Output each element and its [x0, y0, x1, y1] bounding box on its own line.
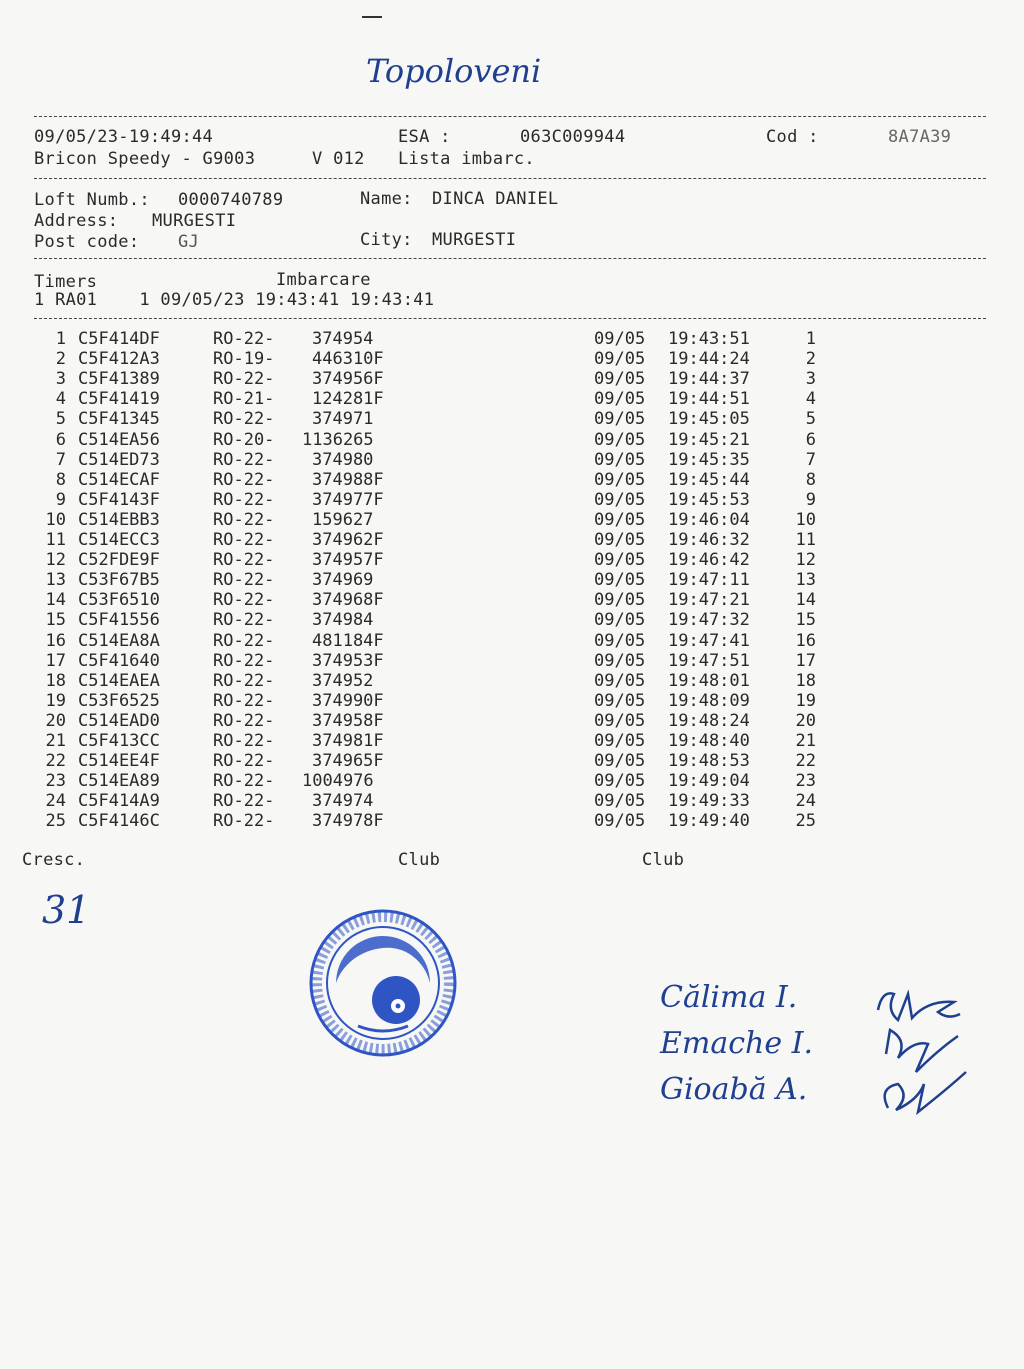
- cell-date: 09/05: [594, 751, 646, 772]
- cell-no: 21: [45, 731, 66, 751]
- cell-ring: 374971: [312, 409, 374, 430]
- cell-time: 19:47:11: [668, 570, 750, 591]
- cell-ring: 374981F: [312, 731, 384, 751]
- cell-ring: 374977F: [312, 489, 384, 510]
- loft-numb-label: Loft Numb.:: [34, 190, 150, 210]
- cell-time: 19:47:32: [668, 610, 750, 631]
- cell-order: 21: [795, 731, 816, 751]
- cell-chip: C5F414DF: [78, 329, 160, 349]
- handwritten-title: Topoloveni: [366, 52, 542, 90]
- name-label: Name:: [360, 189, 413, 209]
- table-row: [0, 550, 1024, 570]
- cell-prefix: RO-22-: [213, 570, 275, 591]
- cell-date: 09/05: [594, 409, 646, 430]
- cell-chip: C514ED73: [78, 449, 160, 470]
- cell-ring: 374962F: [312, 530, 384, 550]
- cell-time: 19:44:51: [668, 389, 750, 410]
- esa-label: ESA :: [398, 127, 451, 147]
- table-row: [0, 369, 1024, 389]
- cell-prefix: RO-22-: [213, 329, 275, 349]
- timer-line: 1 RA01 1 09/05/23 19:43:41 19:43:41: [34, 290, 435, 310]
- cell-ring: 481184F: [312, 630, 384, 651]
- cell-date: 09/05: [594, 610, 646, 631]
- cell-prefix: RO-22-: [213, 409, 275, 430]
- list-title: Lista imbarc.: [398, 149, 535, 169]
- table-row: [0, 430, 1024, 450]
- cell-no: 24: [45, 791, 66, 812]
- cell-chip: C5F41389: [78, 369, 160, 390]
- table-row: [0, 490, 1024, 510]
- cell-no: 6: [55, 429, 66, 450]
- table-row: [0, 349, 1024, 369]
- cell-no: 4: [55, 389, 66, 410]
- cell-no: 22: [45, 751, 66, 772]
- cell-order: 17: [795, 650, 816, 671]
- cell-prefix: RO-22-: [213, 751, 275, 772]
- cell-order: 16: [795, 630, 816, 651]
- cell-date: 09/05: [594, 791, 646, 812]
- cell-order: 20: [795, 710, 816, 731]
- cell-time: 19:48:01: [668, 670, 750, 691]
- post-code-value: GJ: [178, 232, 200, 252]
- cell-chip: C5F4146C: [78, 811, 160, 832]
- cell-time: 19:49:04: [668, 771, 750, 792]
- cell-chip: C514EAEA: [78, 670, 160, 691]
- top-dash-mark: [362, 16, 382, 18]
- table-row: [0, 651, 1024, 671]
- cell-ring: 374984: [312, 610, 374, 631]
- cell-ring: 374953F: [312, 650, 384, 671]
- device-name: Bricon Speedy - G9003: [34, 149, 256, 169]
- cell-no: 9: [55, 489, 66, 510]
- signature-scribbles: [868, 980, 968, 1120]
- table-row: [0, 570, 1024, 590]
- table-row: [0, 731, 1024, 751]
- signatory-name: Călima I.: [660, 980, 798, 1015]
- cell-no: 19: [45, 690, 66, 711]
- cell-ring: 374965F: [312, 751, 384, 772]
- cell-time: 19:46:04: [668, 509, 750, 530]
- cell-ring: 374980: [312, 449, 374, 470]
- cell-ring: 1004976: [302, 771, 374, 792]
- table-row: [0, 811, 1024, 831]
- cell-prefix: RO-22-: [213, 610, 275, 631]
- club-label-1: Club: [398, 850, 441, 870]
- cell-prefix: RO-22-: [213, 771, 275, 792]
- cell-time: 19:46:32: [668, 530, 750, 550]
- cell-time: 19:46:42: [668, 550, 750, 571]
- table-row: [0, 510, 1024, 530]
- cell-date: 09/05: [594, 650, 646, 671]
- cell-no: 13: [45, 570, 66, 591]
- cell-date: 09/05: [594, 449, 646, 470]
- divider: [34, 116, 986, 117]
- cell-time: 19:48:09: [668, 690, 750, 711]
- cell-order: 18: [795, 670, 816, 691]
- cell-order: 3: [805, 369, 816, 390]
- cell-prefix: RO-22-: [213, 530, 275, 550]
- cell-order: 8: [805, 469, 816, 490]
- timers-label: Timers: [34, 272, 98, 292]
- divider: [34, 258, 986, 259]
- cell-time: 19:43:51: [668, 329, 750, 349]
- cell-ring: 374956F: [312, 369, 384, 390]
- cell-prefix: RO-22-: [213, 690, 275, 711]
- cell-order: 15: [795, 610, 816, 631]
- cell-prefix: RO-22-: [213, 449, 275, 470]
- cell-date: 09/05: [594, 530, 646, 550]
- cell-no: 3: [55, 369, 66, 390]
- cell-prefix: RO-22-: [213, 550, 275, 571]
- cell-time: 19:47:41: [668, 630, 750, 651]
- club-stamp-logo: [308, 908, 458, 1058]
- cell-chip: C514EAD0: [78, 710, 160, 731]
- cell-date: 09/05: [594, 590, 646, 611]
- cell-order: 13: [795, 570, 816, 591]
- cell-prefix: RO-22-: [213, 469, 275, 490]
- cell-chip: C514EBB3: [78, 509, 160, 530]
- cell-ring: 374954: [312, 329, 374, 349]
- cell-no: 23: [45, 771, 66, 792]
- cell-ring: 124281F: [312, 389, 384, 410]
- esa-value: 063C009944: [520, 127, 626, 147]
- table-row: [0, 771, 1024, 791]
- cell-time: 19:45:35: [668, 449, 750, 470]
- cell-no: 5: [55, 409, 66, 430]
- cell-prefix: RO-22-: [213, 791, 275, 812]
- cell-date: 09/05: [594, 429, 646, 450]
- divider: [34, 318, 986, 319]
- cell-order: 25: [795, 811, 816, 832]
- cell-prefix: RO-22-: [213, 710, 275, 731]
- cell-date: 09/05: [594, 389, 646, 410]
- cell-time: 19:45:21: [668, 429, 750, 450]
- cell-order: 10: [795, 509, 816, 530]
- cell-date: 09/05: [594, 771, 646, 792]
- cell-date: 09/05: [594, 630, 646, 651]
- address-label: Address:: [34, 211, 119, 231]
- cell-chip: C5F41419: [78, 389, 160, 410]
- cell-date: 09/05: [594, 369, 646, 390]
- cell-chip: C514EA8A: [78, 630, 160, 651]
- cell-chip: C53F6510: [78, 590, 160, 611]
- city-value: MURGESTI: [432, 230, 517, 250]
- cell-ring: 374952: [312, 670, 374, 691]
- cell-time: 19:49:40: [668, 811, 750, 832]
- cell-time: 19:47:51: [668, 650, 750, 671]
- cell-chip: C53F6525: [78, 690, 160, 711]
- cell-time: 19:49:33: [668, 791, 750, 812]
- cell-prefix: RO-22-: [213, 489, 275, 510]
- cell-time: 19:45:05: [668, 409, 750, 430]
- cell-no: 1: [55, 329, 66, 349]
- cell-ring: 159627: [312, 509, 374, 530]
- cell-chip: C5F414A9: [78, 791, 160, 812]
- signatory-name: Emache I.: [660, 1026, 814, 1061]
- cell-chip: C5F41556: [78, 610, 160, 631]
- name-value: DINCA DANIEL: [432, 189, 559, 209]
- cell-no: 16: [45, 630, 66, 651]
- cell-chip: C514ECAF: [78, 469, 160, 490]
- table-row: [0, 631, 1024, 651]
- cell-time: 19:45:44: [668, 469, 750, 490]
- cell-no: 14: [45, 590, 66, 611]
- table-row: [0, 791, 1024, 811]
- cell-chip: C514ECC3: [78, 530, 160, 550]
- cell-ring: 374974: [312, 791, 374, 812]
- cell-no: 10: [45, 509, 66, 530]
- post-code-label: Post code:: [34, 232, 140, 252]
- cell-date: 09/05: [594, 690, 646, 711]
- cell-date: 09/05: [594, 509, 646, 530]
- table-row: [0, 671, 1024, 691]
- divider: [34, 178, 986, 179]
- cell-order: 5: [805, 409, 816, 430]
- loft-numb-value: 0000740789: [178, 190, 284, 210]
- cell-order: 12: [795, 550, 816, 571]
- cell-order: 2: [805, 349, 816, 370]
- handwritten-count: 31: [42, 888, 91, 932]
- cell-chip: C514EE4F: [78, 751, 160, 772]
- cell-time: 19:47:21: [668, 590, 750, 611]
- cell-chip: C514EA89: [78, 771, 160, 792]
- table-row: [0, 470, 1024, 490]
- cell-chip: C514EA56: [78, 429, 160, 450]
- cell-order: 4: [805, 389, 816, 410]
- cell-ring: 374969: [312, 570, 374, 591]
- cell-prefix: RO-21-: [213, 389, 275, 410]
- cell-time: 19:48:24: [668, 710, 750, 731]
- cell-ring: 374957F: [312, 550, 384, 571]
- table-row: [0, 711, 1024, 731]
- cell-chip: C5F41640: [78, 650, 160, 671]
- cell-prefix: RO-22-: [213, 650, 275, 671]
- cell-chip: C5F41345: [78, 409, 160, 430]
- cell-date: 09/05: [594, 731, 646, 751]
- cod-value: 8A7A39: [888, 127, 952, 147]
- cell-ring: 374968F: [312, 590, 384, 611]
- cell-time: 19:44:37: [668, 369, 750, 390]
- cell-time: 19:48:53: [668, 751, 750, 772]
- table-row: [0, 691, 1024, 711]
- cell-order: 19: [795, 690, 816, 711]
- cell-ring: 374988F: [312, 469, 384, 490]
- cell-no: 25: [45, 811, 66, 832]
- cell-no: 7: [55, 449, 66, 470]
- cell-prefix: RO-19-: [213, 349, 275, 370]
- cell-time: 19:44:24: [668, 349, 750, 370]
- imbarcare-label: Imbarcare: [276, 270, 371, 290]
- cell-prefix: RO-22-: [213, 670, 275, 691]
- cell-no: 8: [55, 469, 66, 490]
- club-label-2: Club: [642, 850, 685, 870]
- cell-ring: 1136265: [302, 429, 374, 450]
- cell-ring: 446310F: [312, 349, 384, 370]
- cell-time: 19:48:40: [668, 731, 750, 751]
- cell-date: 09/05: [594, 811, 646, 832]
- table-row: [0, 590, 1024, 610]
- print-datetime: 09/05/23-19:49:44: [34, 127, 214, 147]
- device-version: V 012: [312, 149, 365, 169]
- cell-time: 19:45:53: [668, 489, 750, 510]
- cell-prefix: RO-22-: [213, 731, 275, 751]
- cell-prefix: RO-22-: [213, 630, 275, 651]
- cell-prefix: RO-22-: [213, 509, 275, 530]
- cell-ring: 374978F: [312, 811, 384, 832]
- cell-prefix: RO-22-: [213, 369, 275, 390]
- table-row: [0, 450, 1024, 470]
- cell-ring: 374990F: [312, 690, 384, 711]
- table-row: [0, 530, 1024, 550]
- cell-chip: C5F4143F: [78, 489, 160, 510]
- city-label: City:: [360, 230, 413, 250]
- address-value: MURGESTI: [152, 211, 237, 231]
- cell-chip: C5F412A3: [78, 349, 160, 370]
- cell-order: 23: [795, 771, 816, 792]
- table-row: [0, 610, 1024, 630]
- table-row: [0, 751, 1024, 771]
- cell-no: 20: [45, 710, 66, 731]
- table-row: [0, 329, 1024, 349]
- cell-date: 09/05: [594, 329, 646, 349]
- cell-no: 15: [45, 610, 66, 631]
- cell-ring: 374958F: [312, 710, 384, 731]
- cell-order: 14: [795, 590, 816, 611]
- cell-order: 24: [795, 791, 816, 812]
- cell-prefix: RO-22-: [213, 811, 275, 832]
- cell-order: 11: [795, 530, 816, 550]
- cell-date: 09/05: [594, 670, 646, 691]
- cresc-label: Cresc.: [22, 850, 86, 870]
- cod-label: Cod :: [766, 127, 819, 147]
- cell-prefix: RO-22-: [213, 590, 275, 611]
- cell-no: 17: [45, 650, 66, 671]
- cell-no: 12: [45, 550, 66, 571]
- cell-chip: C5F413CC: [78, 731, 160, 751]
- cell-date: 09/05: [594, 710, 646, 731]
- cell-no: 11: [45, 530, 66, 550]
- table-row: [0, 409, 1024, 429]
- cell-chip: C53F67B5: [78, 570, 160, 591]
- cell-date: 09/05: [594, 469, 646, 490]
- table-row: [0, 389, 1024, 409]
- cell-prefix: RO-20-: [213, 429, 275, 450]
- cell-order: 6: [805, 429, 816, 450]
- cell-chip: C52FDE9F: [78, 550, 160, 571]
- cell-date: 09/05: [594, 550, 646, 571]
- cell-order: 9: [805, 489, 816, 510]
- cell-no: 18: [45, 670, 66, 691]
- cell-date: 09/05: [594, 489, 646, 510]
- cell-order: 1: [805, 329, 816, 349]
- cell-date: 09/05: [594, 570, 646, 591]
- cell-order: 7: [805, 449, 816, 470]
- cell-date: 09/05: [594, 349, 646, 370]
- cell-no: 2: [55, 349, 66, 370]
- signatory-name: Gioabă A.: [660, 1072, 808, 1107]
- cell-order: 22: [795, 751, 816, 772]
